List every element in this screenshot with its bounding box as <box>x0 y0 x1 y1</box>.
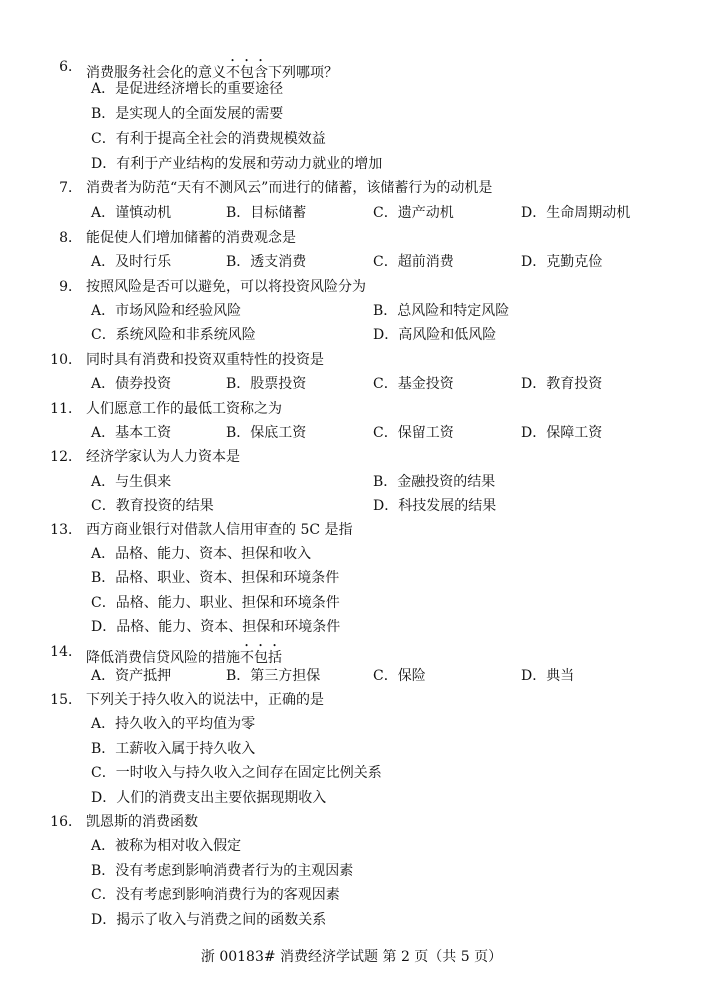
option-a: A．及时行乐 <box>91 254 172 270</box>
option-d: D．有利于产业结构的发展和劳动力就业的增加 <box>91 156 383 172</box>
option-c: C．基金投资 <box>373 376 454 392</box>
option-d: D．人们的消费支出主要依据现期收入 <box>91 790 327 806</box>
emphasized-text: 不包含 <box>226 65 268 81</box>
option-b: B．是实现人的全面发展的需要 <box>91 106 284 122</box>
option-d: D．高风险和低风险 <box>373 327 497 343</box>
option-a: A．谨慎动机 <box>91 205 172 221</box>
option-d: D．揭示了收入与消费之间的函数关系 <box>91 912 327 928</box>
option-b: B．没有考虑到影响消费者行为的主观因素 <box>91 863 354 879</box>
option-a: A．与生俱来 <box>91 474 172 490</box>
option-a: A．被称为相对收入假定 <box>91 838 242 854</box>
question-number: 14． <box>50 644 82 660</box>
question-stem: 能促使人们增加储蓄的消费观念是 <box>86 230 296 246</box>
option-b: B．保底工资 <box>226 425 307 441</box>
option-d: D．教育投资 <box>521 376 603 392</box>
question-number: 10． <box>50 352 82 368</box>
emphasized-text: 不包括 <box>240 650 282 666</box>
option-b: B．透支消费 <box>226 254 307 270</box>
option-c: C．保留工资 <box>373 425 454 441</box>
option-b: B．金融投资的结果 <box>373 474 496 490</box>
question-stem: 同时具有消费和投资双重特性的投资是 <box>86 352 324 368</box>
question-number: 11． <box>50 401 82 417</box>
option-b: B．股票投资 <box>226 376 307 392</box>
option-c: C．系统风险和非系统风险 <box>91 327 256 343</box>
option-a: A．持久收入的平均值为零 <box>91 716 256 732</box>
option-c: C．一时收入与持久收入之间存在固定比例关系 <box>91 765 382 781</box>
question-stem: 消费者为防范“天有不测风云”而进行的储蓄，该储蓄行为的动机是 <box>86 180 493 196</box>
option-b: B．品格、职业、资本、担保和环境条件 <box>91 570 340 586</box>
option-a: A．基本工资 <box>91 425 172 441</box>
question-number: 12． <box>50 449 82 465</box>
option-d: D．克勤克俭 <box>521 254 603 270</box>
option-a: A．是促进经济增长的重要途径 <box>91 81 284 97</box>
question-number: 9． <box>59 279 82 295</box>
stem-text-end: 下列哪项？ <box>268 65 338 81</box>
option-a: A．品格、能力、资本、担保和收入 <box>91 546 312 562</box>
question-stem: 按照风险是否可以避免，可以将投资风险分为 <box>86 279 366 295</box>
question-stem: 西方商业银行对借款人信用审查的 5C 是指 <box>86 522 353 538</box>
page-footer: 浙 00183# 消费经济学试题 第 2 页（共 5 页） <box>200 949 503 965</box>
option-b: B．第三方担保 <box>226 668 321 684</box>
question-number: 7． <box>59 180 82 196</box>
option-b: B．总风险和特定风险 <box>373 303 510 319</box>
question-stem <box>86 642 282 668</box>
question-number: 13． <box>50 522 82 538</box>
option-c: C．保险 <box>373 668 426 684</box>
option-a: A．债券投资 <box>91 376 172 392</box>
option-c: C．超前消费 <box>373 254 454 270</box>
question-number: 8． <box>59 230 82 246</box>
question-number: 6． <box>59 59 82 75</box>
stem-text: 消费服务社会化的意义 <box>86 65 226 81</box>
option-c: C．品格、能力、职业、担保和环境条件 <box>91 595 340 611</box>
option-d: D．科技发展的结果 <box>373 498 497 514</box>
question-number: 16． <box>50 814 82 830</box>
question-stem: 下列关于持久收入的说法中，正确的是 <box>86 692 324 708</box>
option-c: C．教育投资的结果 <box>91 498 214 514</box>
option-a: A．市场风险和经验风险 <box>91 303 242 319</box>
option-c: C．遗产动机 <box>373 205 454 221</box>
option-d: D．保障工资 <box>521 425 603 441</box>
option-c: C．有利于提高全社会的消费规模效益 <box>91 131 326 147</box>
question-number: 15． <box>50 692 82 708</box>
question-stem: 人们愿意工作的最低工资称之为 <box>86 401 282 417</box>
stem-text: 降低消费信贷风险的措施 <box>86 650 240 666</box>
question-stem: 经济学家认为人力资本是 <box>86 449 240 465</box>
option-d: D．品格、能力、资本、担保和环境条件 <box>91 619 341 635</box>
option-d: D．生命周期动机 <box>521 205 631 221</box>
option-b: B．工薪收入属于持久收入 <box>91 741 256 757</box>
option-b: B．目标储蓄 <box>226 205 307 221</box>
option-c: C．没有考虑到影响消费行为的客观因素 <box>91 887 340 903</box>
option-a: A．资产抵押 <box>91 668 172 684</box>
option-d: D．典当 <box>521 668 575 684</box>
question-stem: 凯恩斯的消费函数 <box>86 814 198 830</box>
